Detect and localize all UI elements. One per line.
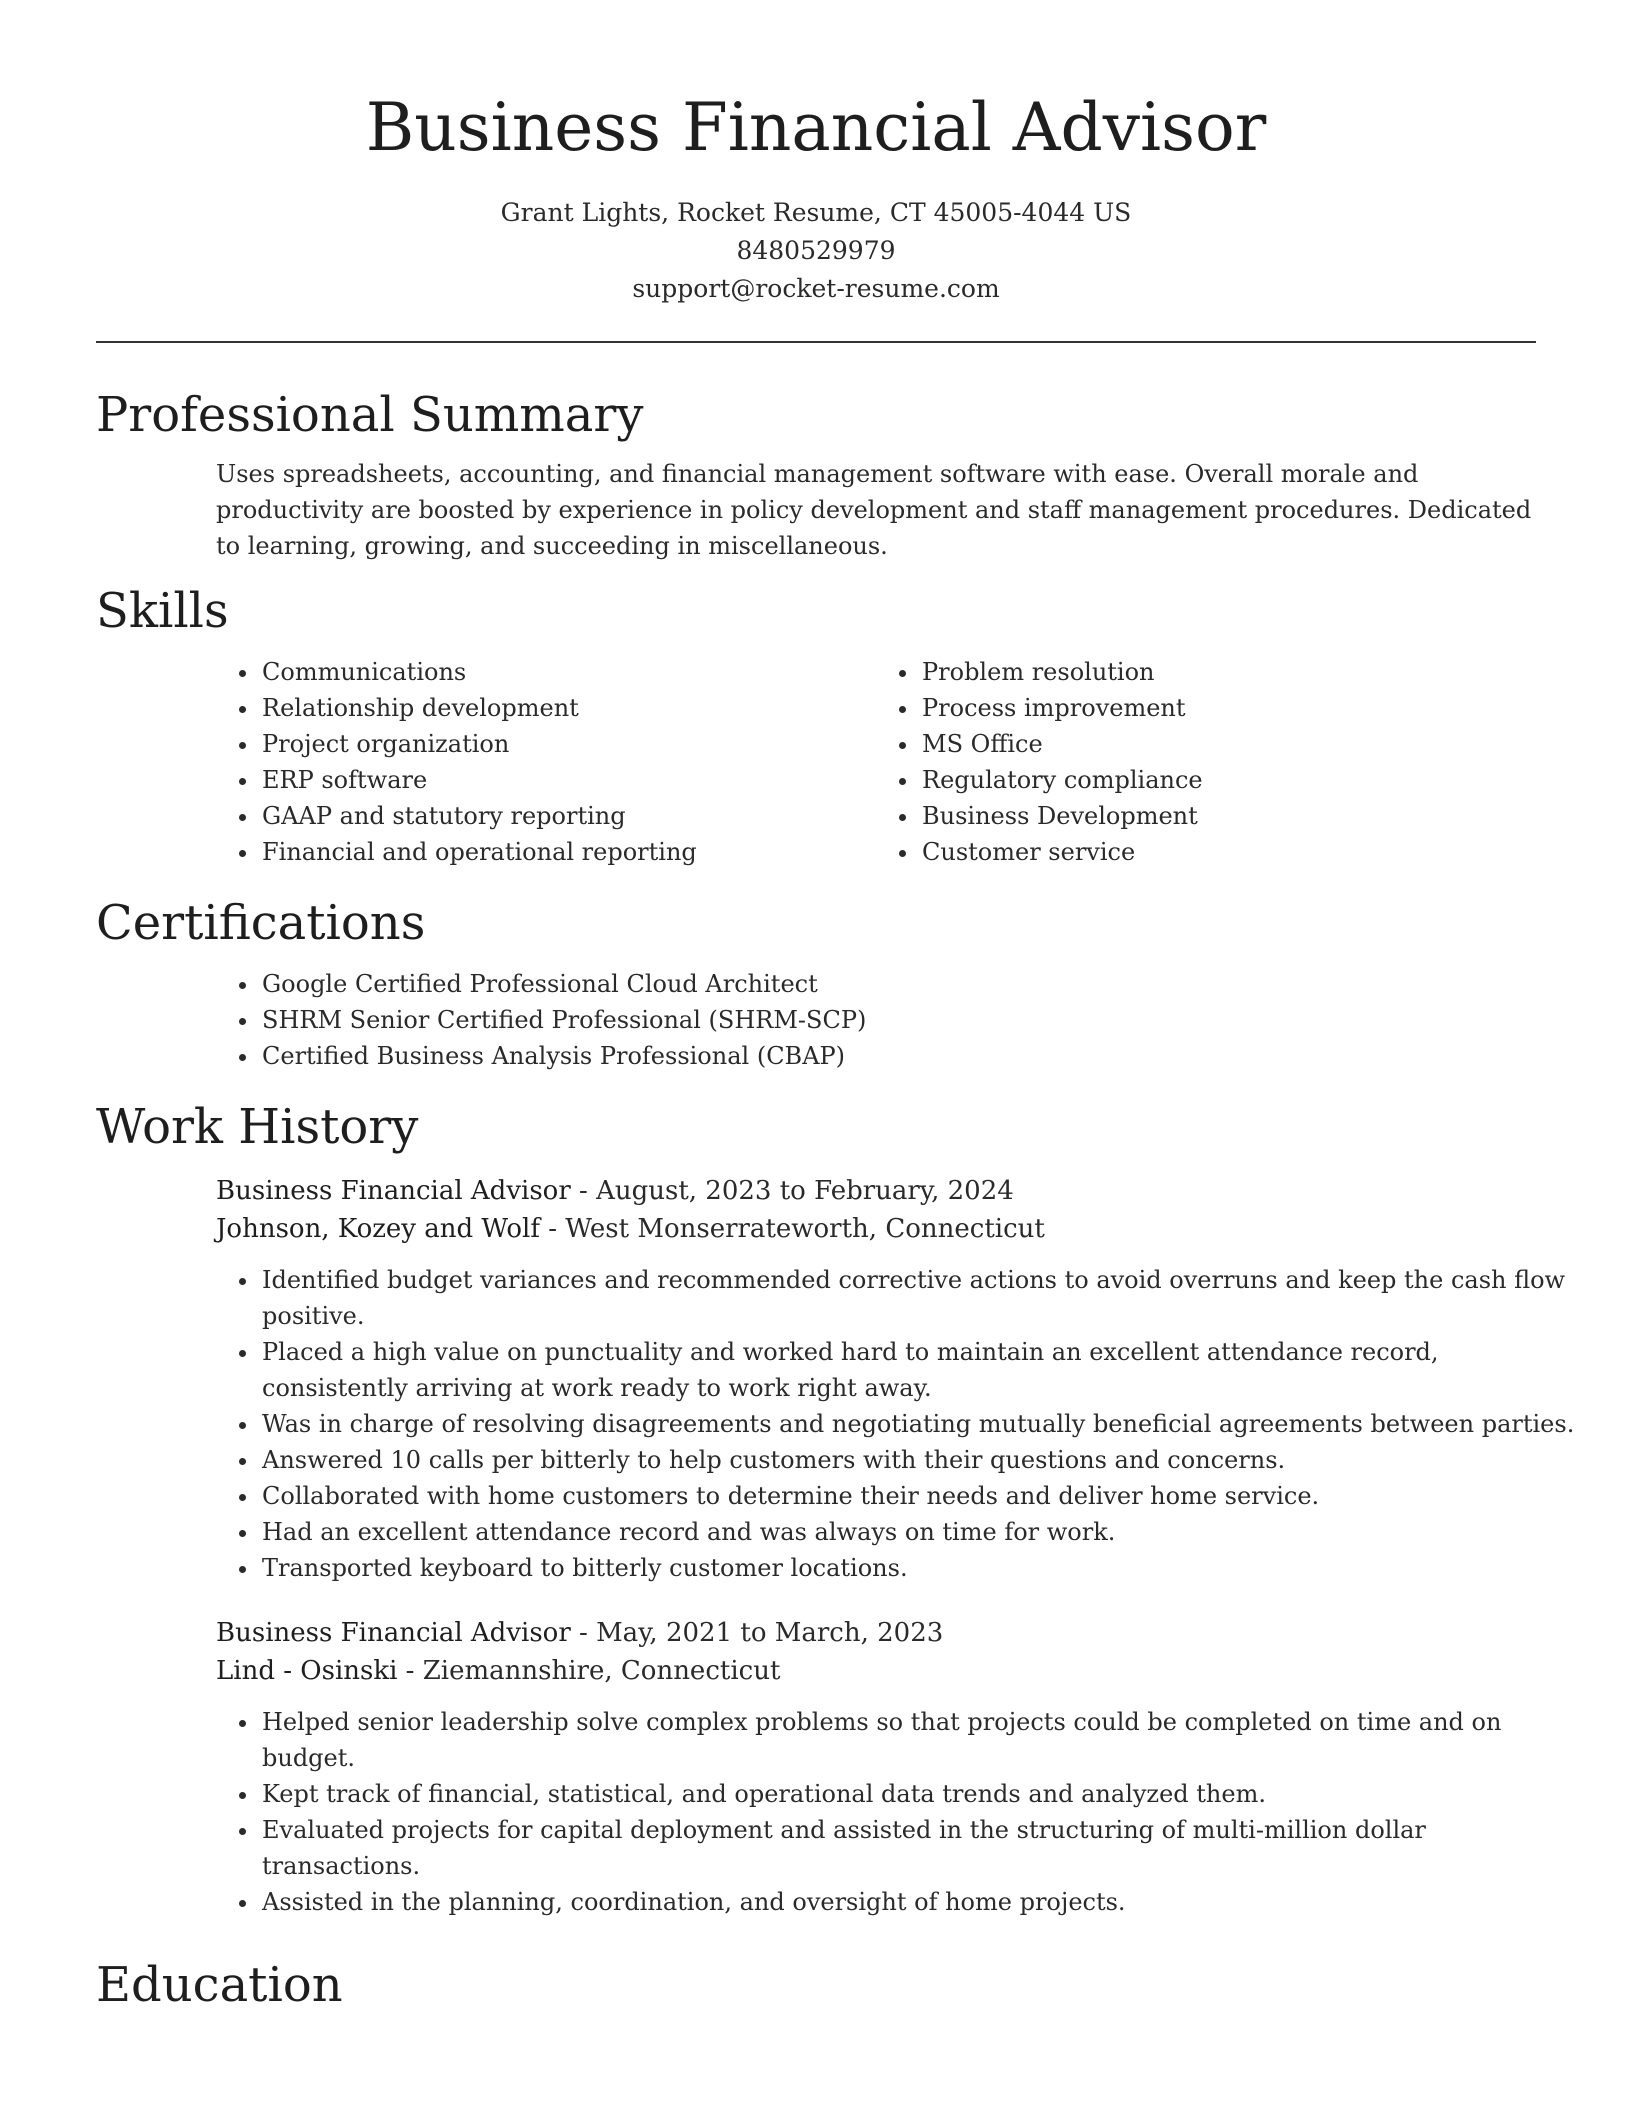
skill-item: • MS Office: [920, 726, 1536, 762]
skill-item: • ERP software: [260, 762, 876, 798]
work-history-heading: Work History: [96, 1099, 419, 1155]
job-bullet: • Transported keyboard to bitterly customer locations.: [260, 1550, 1580, 1586]
job-dates: - August, 2023 to February, 2024: [570, 1176, 1014, 1206]
job-bullet: • Assisted in the planning, coordination, and oversight of home projects.: [260, 1884, 1580, 1920]
job-company-line: [216, 1210, 1536, 1248]
job-bullet: • Had an excellent attendance record and was always on time for work.: [260, 1514, 1580, 1550]
job-bullet: • Helped senior leadership solve complex problems so that projects could be completed on time and on budget.: [260, 1704, 1580, 1776]
skill-item: • Relationship development: [260, 690, 876, 726]
job-bullet: • Evaluated projects for capital deployment and assisted in the structuring of multi-million dollar transactions.: [260, 1812, 1580, 1884]
skills-list-right: [876, 654, 1536, 870]
job-dates: - May, 2021 to March, 2023: [570, 1618, 944, 1648]
certifications-heading: Certifications: [96, 895, 426, 951]
job-role: Business Financial Advisor: [216, 1176, 571, 1206]
email-text: support@rocket-resume.com: [632, 274, 1000, 303]
skill-item: • Regulatory compliance: [920, 762, 1536, 798]
candidate-name: Business Financial Advisor: [365, 89, 1267, 166]
work-history-section: [96, 1090, 1575, 1920]
header-divider: [96, 341, 1536, 343]
summary-section: [96, 378, 1536, 564]
job-bullets: [216, 1704, 1580, 1920]
summary-heading: Professional Summary: [96, 387, 644, 443]
job-location: - West Monserrateworth, Connecticut: [539, 1214, 1045, 1244]
certification-item: • Certified Business Analysis Professional (CBAP): [260, 1038, 1536, 1074]
address-text: Grant Lights, Rocket Resume, CT 45005-4044 US: [500, 198, 1132, 227]
job-bullet: • Kept track of financial, statistical, and operational data trends and analyzed them.: [260, 1776, 1580, 1812]
skill-item: • Problem resolution: [920, 654, 1536, 690]
job-bullets: [216, 1262, 1580, 1586]
job-bullet: • Was in charge of resolving disagreements and negotiating mutually beneficial agreements between parties.: [260, 1406, 1580, 1442]
resume-body: [96, 378, 1575, 2022]
job-title-line: [216, 1172, 1536, 1210]
skills-section: [96, 574, 1536, 870]
job-location: - Ziemannshire, Connecticut: [397, 1656, 781, 1686]
job-bullet: • Placed a high value on punctuality and worked hard to maintain an excellent attendance record, consistently arriving at work ready to work right away.: [260, 1334, 1580, 1406]
skills-columns: [216, 654, 1536, 870]
resume-header: [0, 0, 1632, 308]
contact-info: [0, 194, 1632, 308]
skill-item: • GAAP and statutory reporting: [260, 798, 876, 834]
job-entry: [216, 1614, 1536, 1920]
skill-item: • Communications: [260, 654, 876, 690]
skill-item: • Customer service: [920, 834, 1536, 870]
job-company-line: [216, 1652, 1536, 1690]
certification-item: • SHRM Senior Certified Professional (SHRM-SCP): [260, 1002, 1536, 1038]
job-title-line: [216, 1614, 1536, 1652]
job-bullet: • Answered 10 calls per bitterly to help customers with their questions and concerns.: [260, 1442, 1580, 1478]
job-role: Business Financial Advisor: [216, 1618, 571, 1648]
job-company: Johnson, Kozey and Wolf: [216, 1214, 540, 1244]
skill-item: • Business Development: [920, 798, 1536, 834]
summary-text: Uses spreadsheets, accounting, and financial management software with ease. Overall morale and productivity are boosted by experience in policy development and staff management procedures. Dedicated to learning, growing, and succeeding in miscellaneous.: [216, 460, 1532, 560]
certifications-list: [216, 966, 1536, 1074]
certifications-list-wrapper: [216, 966, 1536, 1074]
job-bullet: • Collaborated with home customers to determine their needs and deliver home service.: [260, 1478, 1580, 1514]
job-company: Lind - Osinski: [216, 1656, 398, 1686]
phone-text: 8480529979: [736, 236, 896, 265]
certifications-section: [96, 886, 1536, 1074]
skills-list-left: [216, 654, 876, 870]
skills-heading: Skills: [96, 583, 229, 639]
skill-item: • Process improvement: [920, 690, 1536, 726]
education-section: [96, 1948, 1536, 2022]
skill-item: • Financial and operational reporting: [260, 834, 876, 870]
education-heading: Education: [96, 1957, 343, 2013]
skill-item: • Project organization: [260, 726, 876, 762]
job-bullet: • Identified budget variances and recommended corrective actions to avoid overruns and keep the cash flow positive.: [260, 1262, 1580, 1334]
job-entry: [216, 1172, 1575, 1586]
certification-item: • Google Certified Professional Cloud Architect: [260, 966, 1536, 1002]
